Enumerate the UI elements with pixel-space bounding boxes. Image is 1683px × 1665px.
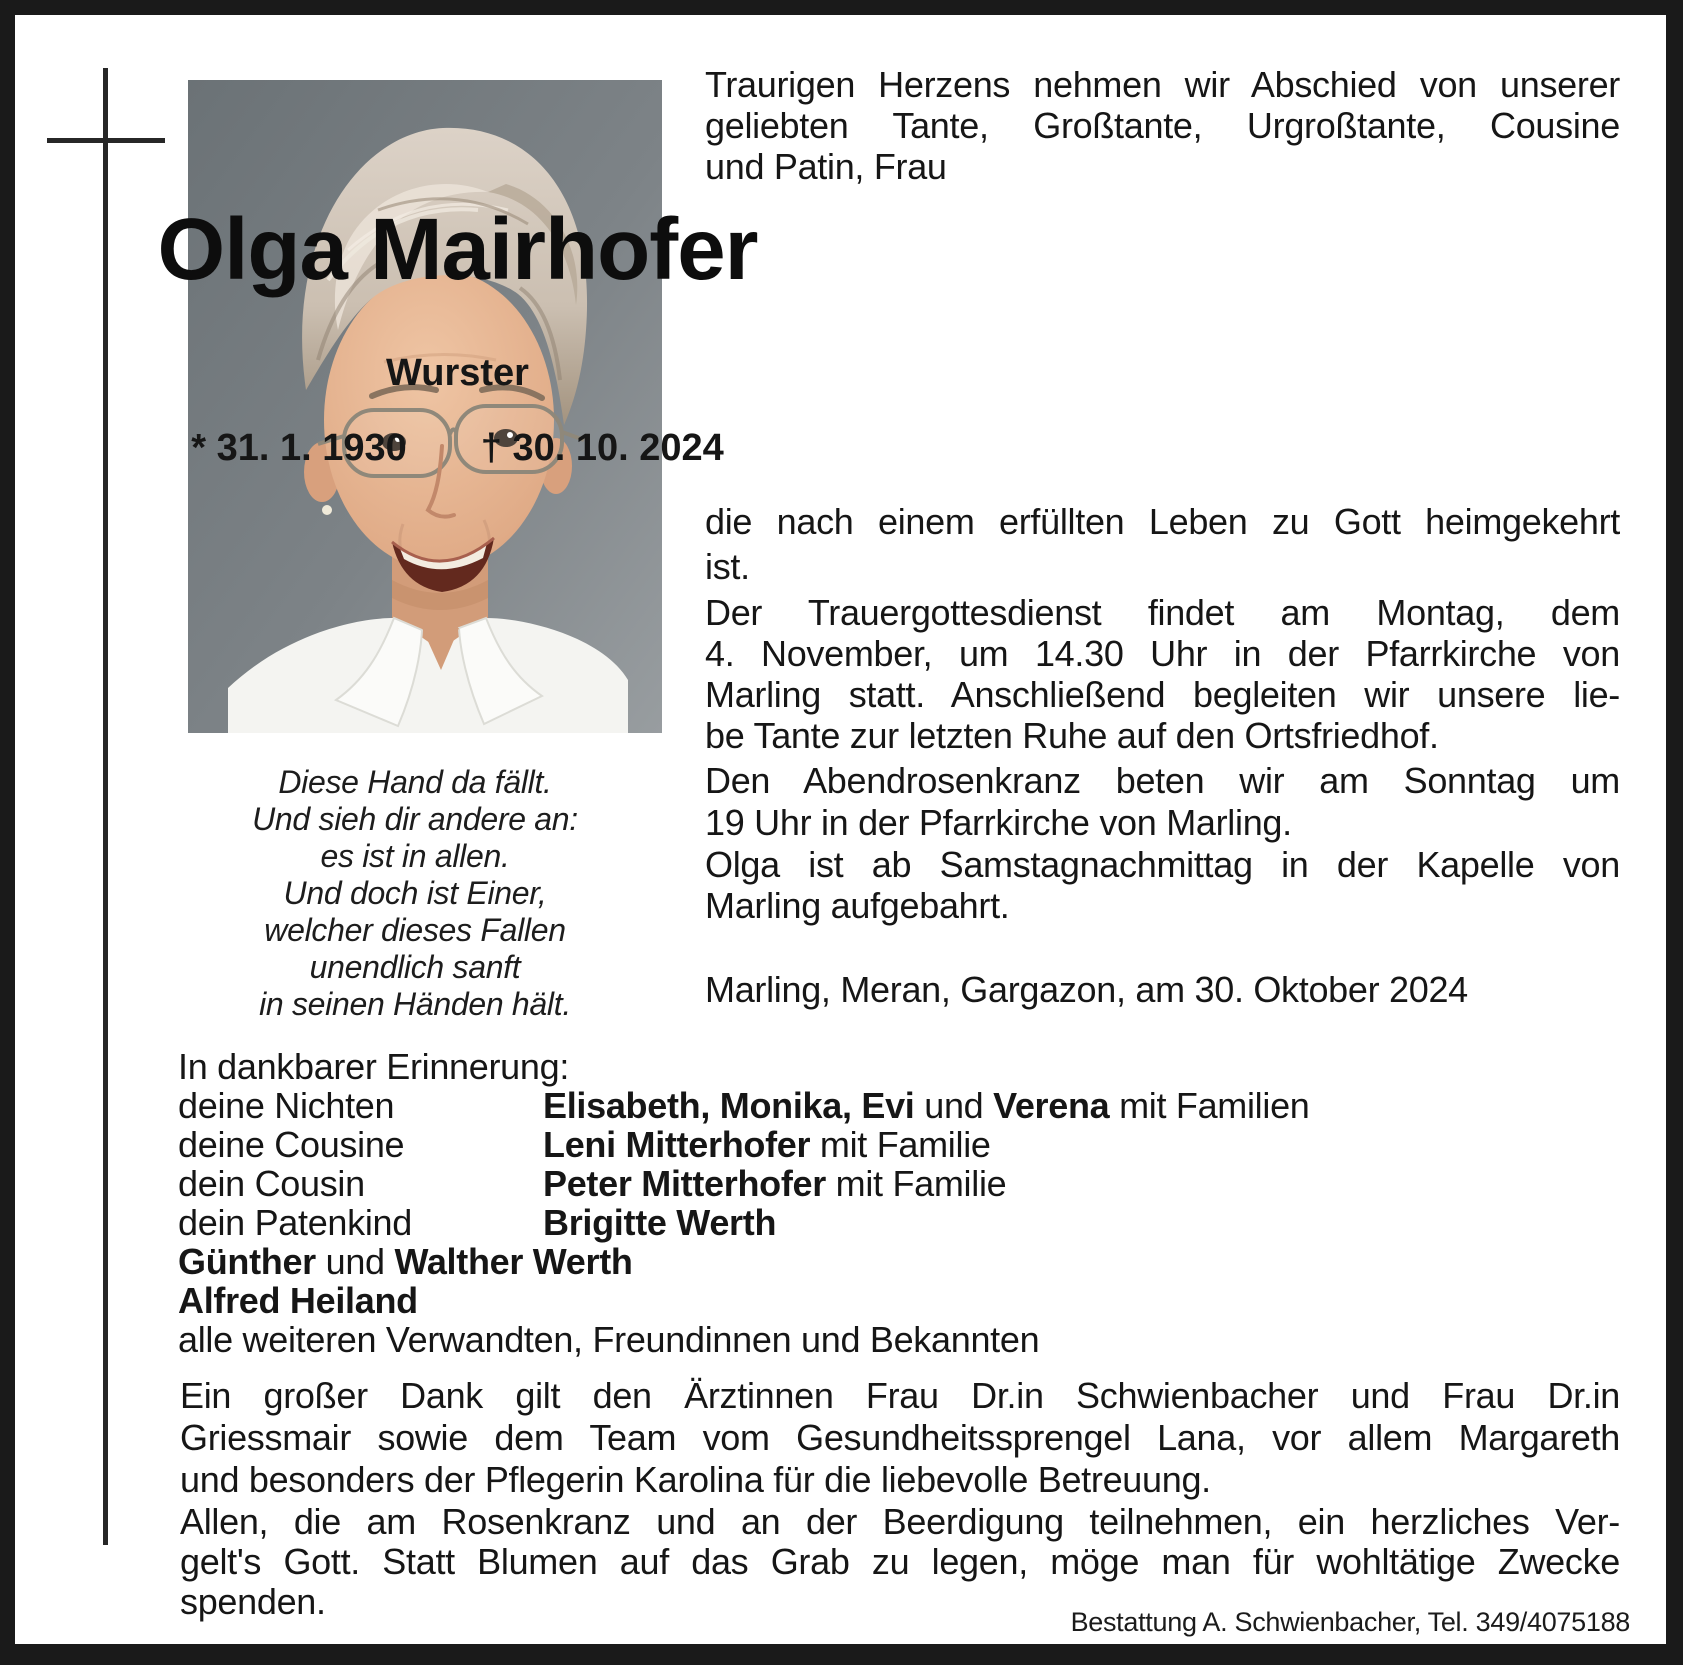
text-line: und Patin, Frau [705,146,947,187]
relative-names: Elisabeth, Monika, Evi und Verena mit Familien [543,1085,1310,1126]
text-line: es ist in allen. [320,838,510,874]
remembrance-row [178,1281,1622,1320]
funeral-home-credit: Bestattung A. Schwienbacher, Tel. 349/4075188 [1070,1607,1630,1637]
birth-date: * 31. 1. 1930 [191,427,407,469]
closing-paragraph [180,1502,1620,1622]
relationship-label: deine Cousine [178,1124,405,1165]
relative-names: Günther und Walther Werth [178,1241,633,1282]
remembrance-row [178,1164,1622,1203]
intro-paragraph [705,64,1620,187]
text-line: die nach einem erfüllten Leben zu Gott heimgekehrt [705,501,1620,542]
text-line: Ein großer Dank gilt den Ärztinnen Frau Dr.in Schwienbacher und Frau Dr.in [180,1375,1620,1416]
text-line: ist. [705,546,750,587]
remembrance-row [178,1203,1622,1242]
text-line: Und sieh dir andere an: [252,801,578,837]
text-line: in seinen Händen hält. [259,986,571,1022]
paragraph-wake [705,844,1620,926]
text-line: unendlich sanft [309,949,521,985]
relative-names: Peter Mitterhofer mit Familie [543,1163,1007,1204]
text-line: be Tante zur letzten Ruhe auf den Ortsfriedhof. [705,715,1439,756]
relative-names: alle weiteren Verwandten, Freundinnen und Bekannten [178,1319,1040,1360]
place-dateline: Marling, Meran, Gargazon, am 30. Oktober 2024 [705,969,1468,1010]
remembrance-row [178,1320,1622,1359]
text-line: Allen, die am Rosenkranz und an der Beerdigung teilnehmen, ein herzliches Ver- [180,1501,1620,1542]
text-line: geliebten Tante, Großtante, Urgroßtante, Cousine [705,105,1620,146]
maiden-name: Wurster [386,352,529,394]
remembrance-list [178,1086,1622,1359]
remembrance-row [178,1242,1622,1281]
relationship-label: deine Nichten [178,1085,395,1126]
remembrance-row [178,1086,1622,1125]
text-line: Marling statt. Anschließend begleiten wir unsere lie- [705,674,1620,715]
deceased-name: Olga Mairhofer [157,201,758,298]
text-line: 4. November, um 14.30 Uhr in der Pfarrkirche von [705,633,1620,674]
text-line: Traurigen Herzens nehmen wir Abschied von unserer [705,64,1620,105]
thanks-paragraph [180,1375,1620,1501]
text-line: Und doch ist Einer, [283,875,547,911]
paragraph-home [705,499,1620,589]
relationship-label: dein Cousin [178,1163,365,1204]
paragraph-rosary [705,760,1620,844]
remembrance-heading: In dankbarer Erinnerung: [178,1046,570,1087]
relative-names: Alfred Heiland [178,1280,418,1321]
text-line: Diese Hand da fällt. [278,764,552,800]
text-line: Marling aufgebahrt. [705,885,1010,926]
portrait-photo [188,80,662,733]
portrait-illustration [188,80,662,733]
paragraph-service [705,592,1620,756]
text-line: Der Trauergottesdienst findet am Montag, dem [705,592,1620,633]
text-line: gelt's Gott. Statt Blumen auf das Grab zu legen, möge man für wohltätige Zwecke [180,1541,1620,1582]
text-line: Den Abendrosenkranz beten wir am Sonntag um [705,760,1620,801]
memorial-poem [175,764,655,1023]
relative-names: Brigitte Werth [543,1202,777,1243]
text-line: spenden. [180,1581,326,1622]
relationship-label: dein Patenkind [178,1202,412,1243]
text-line: Griessmair sowie dem Team vom Gesundheitssprengel Lana, vor allem Margareth [180,1417,1620,1458]
relative-names: Leni Mitterhofer mit Familie [543,1124,991,1165]
life-dates [0,427,915,470]
cross-icon-bar [47,138,165,143]
text-line: welcher dieses Fallen [264,912,566,948]
remembrance-row [178,1125,1622,1164]
death-date: † 30. 10. 2024 [480,427,724,469]
text-line: 19 Uhr in der Pfarrkirche von Marling. [705,802,1292,843]
text-line: und besonders der Pflegerin Karolina für die liebevolle Betreuung. [180,1459,1211,1500]
text-line: Olga ist ab Samstagnachmittag in der Kapelle von [705,844,1620,885]
